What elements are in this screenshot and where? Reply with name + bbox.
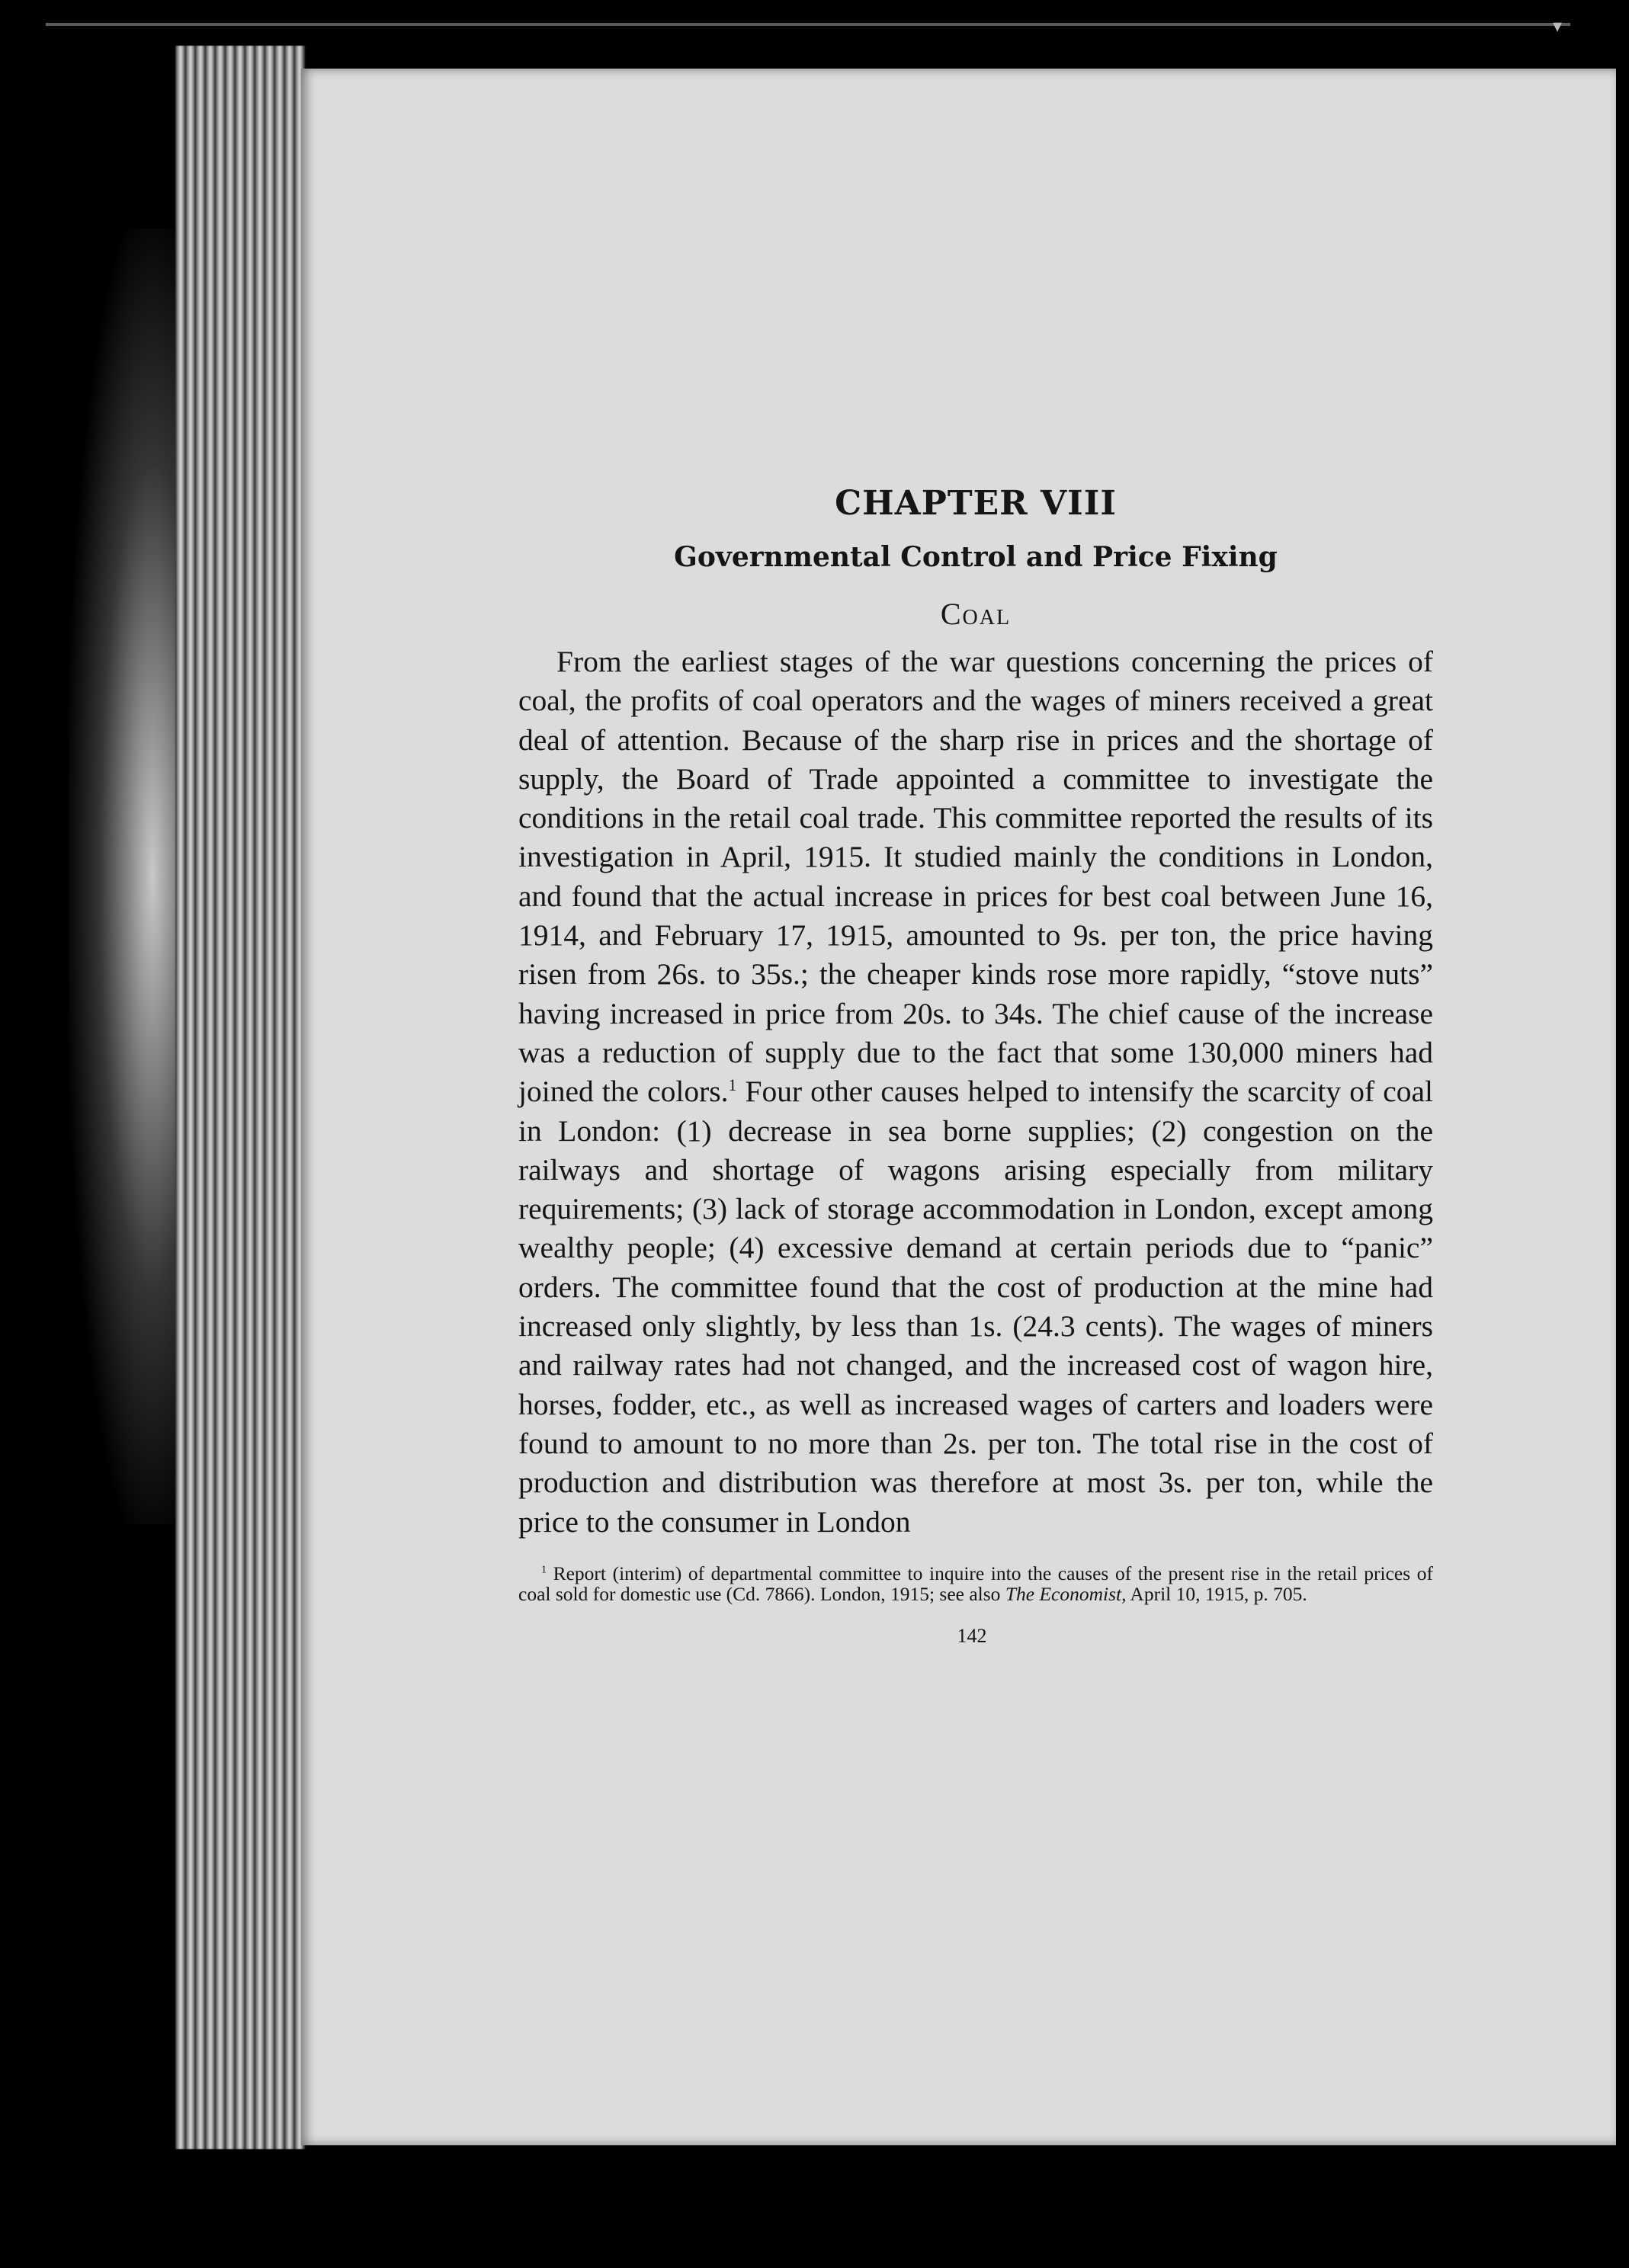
page-sheet [301, 69, 1616, 2145]
footnote-marker: 1 [541, 1564, 547, 1576]
footnote-italic-title: The Economist, [1005, 1583, 1127, 1606]
body-text-part-1: From the earliest stages of the war questions concerning the prices of coal, the profits of coal operators and the wages of miners received a great deal of attention. Because of the sharp rise in prices and the shortage of supply, the Board of Trade appointed a committee to investigate the conditions in the retail coal trade. This committee reported the results of its investigation in April, 1915. It studied mainly the conditions in London, and found that the actual increase in prices for best coal between June 16, 1914, and February 17, 1915, amounted to 9s. per ton, the price having risen from 26s. to 35s.; the cheaper kinds rose more rapidly, “stove nuts” having increased in price from 20s. to 34s. The chief cause of the increase was a reduction of supply due to the fact that some 130,000 miners had joined the colors. [518, 645, 1433, 1109]
body-paragraph [518, 642, 1433, 1542]
footnote-text-2: April 10, 1915, p. 705. [1126, 1583, 1307, 1606]
page-edge-stack [175, 46, 305, 2149]
chapter-title: Governmental Control and Price Fixing [674, 541, 1278, 573]
body-text-part-2: Four other causes helped to intensify the scarcity of coal in London: (1) decrease in sea borne supplies; (2) congestion on the railways and shortage of wagons arising especially from military requirements; (3) lack of storage accommodation in London, except among wealthy people; (4) excessive demand at certain periods due to “panic” orders. The committee found that the cost of production at the mine had increased only slightly, by less than 1s. (24.3 cents). The wages of miners and railway rates had not changed, and the increased cost of wagon hire, horses, fodder, etc., as well as increased wages of carters and loaders were found to amount to no more than 2s. per ton. The total rise in the cost of production and distribution was therefore at most 3s. per ton, while the price to the consumer in London [518, 1075, 1433, 1539]
footnote-reference: 1 [728, 1076, 737, 1095]
chapter-number-heading: CHAPTER VIII [835, 484, 1117, 523]
top-edge-line [46, 23, 1570, 26]
section-heading: Coal [940, 597, 1012, 631]
footnote [518, 1563, 1433, 1605]
page-number: 142 [957, 1624, 987, 1647]
page-content [518, 484, 1433, 1648]
footnote-text-1: Report (interim) of departmental committee to inquire into the causes of the present rise in the retail prices of coal sold for domestic use (Cd. 7866). London, 1915; see also [518, 1562, 1433, 1606]
scan-corner-mark: ▾ [1553, 15, 1563, 37]
